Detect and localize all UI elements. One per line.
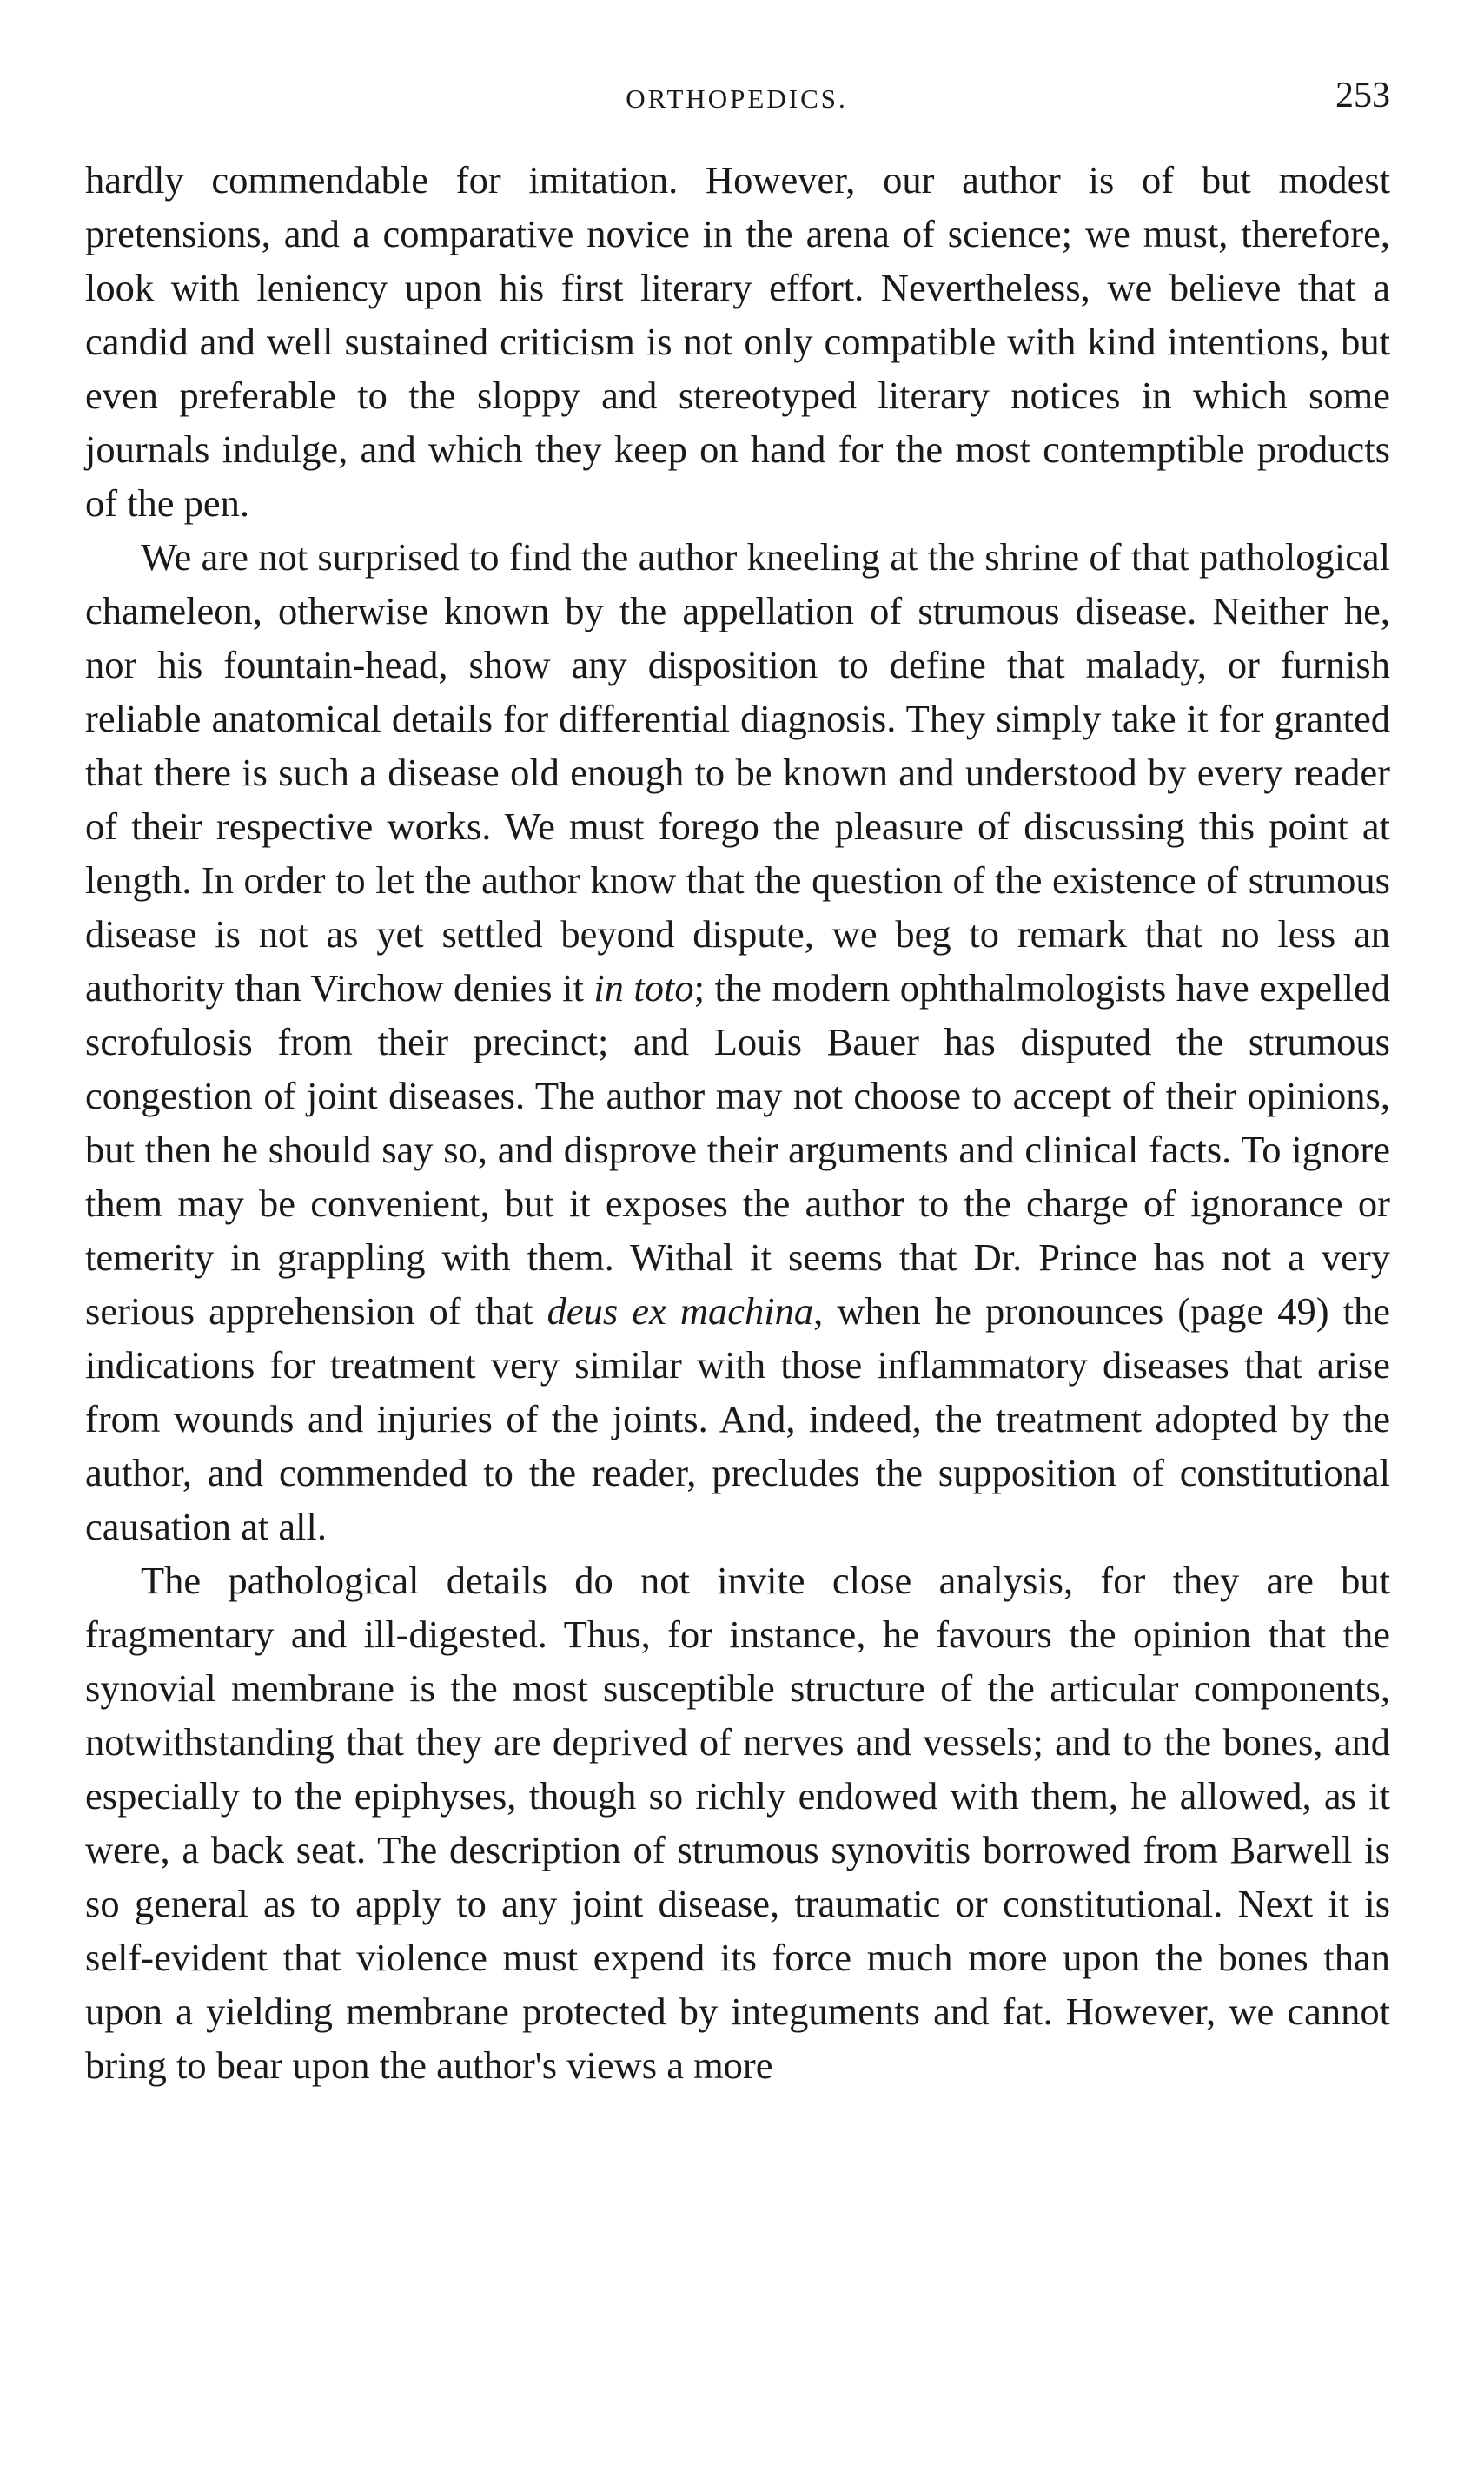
running-title: ORTHOPEDICS. <box>626 83 848 114</box>
paragraph-text: ; the modern ophthalmologists have expelled scrofulosis from their precinct; and Louis Bauer has disputed the strumous congestion of joint diseases. The author may not choose to accept of their opinions, but then he should say so, and disprove their arguments and clinical facts. To ignore them may be convenient, but it exposes the author to the charge of ignorance or temerity in grappling with them. Withal it seems that Dr. Prince has not a very serious apprehension of that <box>85 966 1390 1333</box>
running-head <box>83 76 1390 132</box>
italic-phrase: in toto <box>593 966 694 1010</box>
paragraph-1 <box>85 153 1390 530</box>
italic-phrase: deus ex machina <box>547 1289 814 1333</box>
paragraph-text: hardly commendable for imitation. However, our author is of but modest pretensions, and a comparative novice in the arena of science; we must, therefore, look with leniency upon his first literary effort. Nevertheless, we believe that a candid and well sustained criticism is not only compatible with kind intentions, but even preferable to the sloppy and stereotyped literary notices in which some journals indulge, and which they keep on hand for the most contemptible products of the pen. <box>85 158 1390 525</box>
body-text <box>85 153 1390 2092</box>
page-number: 253 <box>1335 76 1390 116</box>
paragraph-text: The pathological details do not invite close analysis, for they are but fragmentary and ill-digested. Thus, for instance, he favours the opinion that the synovial membrane is the most susceptible structure of the articular components, notwithstanding that they are deprived of nerves and vessels; and to the bones, and especially to the epiphyses, though so richly endowed with them, he allowed, as it were, a back seat. The description of strumous synovitis borrowed from Barwell is so general as to apply to any joint disease, traumatic or constitutional. Next it is self-evident that violence must expend its force much more upon the bones than upon a yielding membrane protected by integuments and fat. However, we cannot bring to bear upon the author's views a more <box>85 1559 1390 2087</box>
paragraph-text: , when he pronounces (page 49) the indications for treatment very similar with those inflammatory diseases that arise from wounds and injuries of the joints. And, indeed, the treatment adopted by the author, and commended to the reader, precludes the supposition of constitutional causation at all. <box>85 1289 1390 1548</box>
paragraph-text: We are not surprised to find the author kneeling at the shrine of that pathological chameleon, otherwise known by the appellation of strumous disease. Neither he, nor his fountain-head, show any disposition to define that malady, or furnish reliable anatomical details for differential diagnosis. They simply take it for granted that there is such a disease old enough to be known and understood by every reader of their respective works. We must forego the pleasure of discussing this point at length. In order to let the author know that the question of the existence of strumous disease is not as yet settled beyond dispute, we beg to remark that no less an authority than Virchow denies it <box>85 535 1390 1010</box>
paragraph-3 <box>85 1553 1390 2092</box>
paragraph-2 <box>85 530 1390 1553</box>
